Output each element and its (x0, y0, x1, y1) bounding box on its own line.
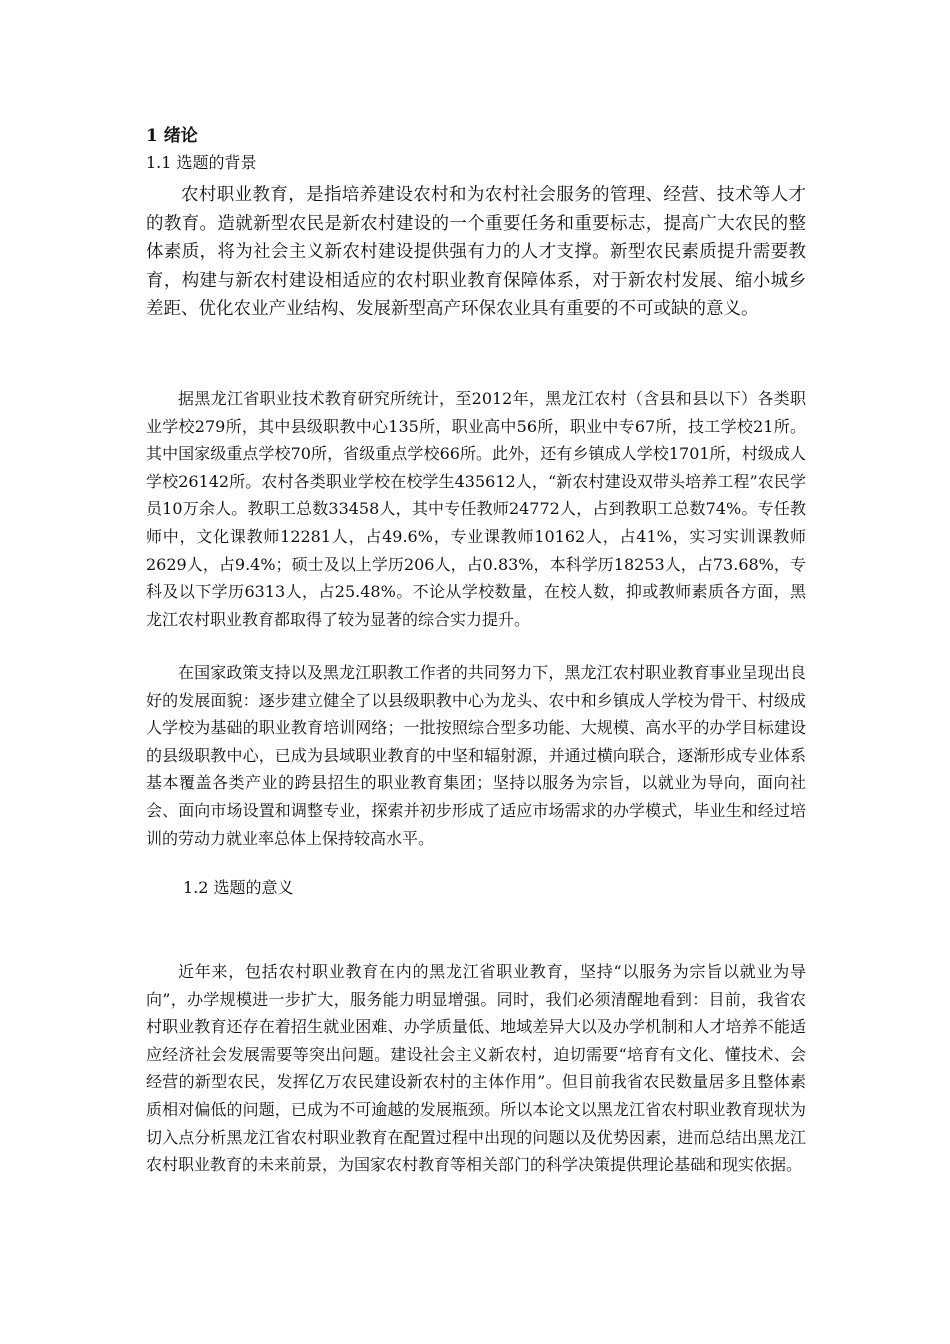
paragraph-background-intro: 农村职业教育，是指培养建设农村和为农村社会服务的管理、经营、技术等人才的教育。造就新型农民是新农村建设的一个重要任务和重要标志，提高广大农民的整体素质，将为社会主义新农村建设提供强有力的人才支撑。新型农民素质提升需要教育，构建与新农村建设相适应的农村职业教育保障体系，对于新农村发展、缩小城乡差距、优化农业产业结构、发展新型高产环保农业具有重要的不可或缺的意义。 (146, 185, 806, 320)
paragraph-development: 在国家政策支持以及黑龙江职教工作者的共同努力下，黑龙江农村职业教育事业呈现出良好的发展面貌：逐步建立健全了以县级职教中心为龙头、农中和乡镇成人学校为骨干、村级成人学校为基础的职业教育培训网络；一批按照综合型多功能、大规模、高水平的办学目标建设的县级职教中心，已成为县域职业教育的中坚和辐射源，并通过横向联合，逐渐形成专业体系基本覆盖各类产业的跨县招生的职业教育集团；坚持以服务为宗旨，以就业为导向，面向社会、面向市场设置和调整专业，探索并初步形成了适应市场需求的办学模式，毕业生和经过培训的劳动力就业率总体上保持较高水平。 (146, 663, 806, 848)
paragraph-statistics: 据黑龙江省职业技术教育研究所统计，至2012年，黑龙江农村（含县和县以下）各类职业学校279所，其中县级职教中心135所，职业高中56所，职业中专67所，技工学校21所。其中国家级重点学校70所，省级重点学校66所。此外，还有乡镇成人学校1701所，村级成人学校26142所。农村各类职业学校在校学生435612人，“新农村建设双带头培养工程”农民学员10万余人。教职工总数33458人，其中专任教师24772人，占到教职工总数74%。专任教师中，文化课教师12281人，占49.6%，专业课教师10162人，占41%，实习实训课教师2629人，占9.4%；硕士及以上学历206人，占0.83%，本科学历18253人，占73.68%，专科及以下学历6313人，占25.48%。不论从学校数量，在校人数，抑或教师素质各方面，黑龙江农村职业教育都取得了较为显著的综合实力提升。 (146, 389, 806, 629)
section-heading-background: 1.1 选题的背景 (146, 153, 257, 172)
chapter-heading: 1 绪论 (146, 126, 198, 146)
section-heading-significance: 1.2 选题的意义 (183, 878, 294, 897)
paragraph-significance: 近年来，包括农村职业教育在内的黑龙江省职业教育，坚持“以服务为宗旨以就业为导向”，办学规模进一步扩大，服务能力明显增强。同时，我们必须清醒地看到：目前，我省农村职业教育还存在着招生就业困难、办学质量低、地域差异大以及办学机制和人才培养不能适应经济社会发展需要等突出问题。建设社会主义新农村，迫切需要“培育有文化、懂技术、会经营的新型农民，发挥亿万农民建设新农村的主体作用”。但目前我省农民数量居多且整体素质相对偏低的问题，已成为不可逾越的发展瓶颈。所以本论文以黑龙江省农村职业教育现状为切入点分析黑龙江省农村职业教育在配置过程中出现的问题以及优势因素，进而总结出黑龙江农村职业教育的未来前景，为国家农村教育等相关部门的科学决策提供理论基础和现实依据。 (146, 962, 806, 1175)
